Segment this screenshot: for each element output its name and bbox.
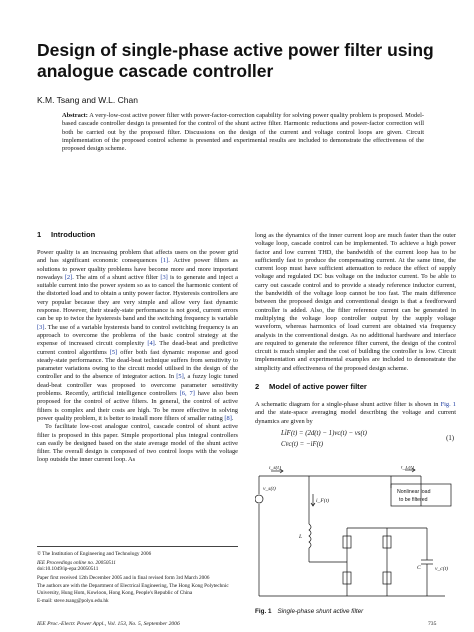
intro-paragraph-1: Power quality is an increasing problem that affects users on the power grid and has significant economic consequences [1]. Active power filters as solutions to power quality problems have become more and more important nowadays [2]. The aim of a shunt active filter [3] is to generate and inject a suitable current into the power system so as to cancel the harmonic content of the distorted load and to obtain a unity power factor. Hysteresis controllers are very popular because they are very simple and allow very fast dynamic response. However, their steady-state performance is not good, current errors can be up to twice the hysteresis band and the switching frequency is variable [3]. The use of a variable hysteresis band to control switching frequency is an approach to overcome the problems of the basic control strategy at the expense of increased circuit complexity [4]. The dead-beat and predictive current control algorithms [5] offer both fast dynamic response and good steady-state performance. The dead-beat technique suffers from sensitivity to parameter variations owing to the circuit model utilised in the design of the controller and to the absence of integrator action. In [5], a fuzzy logic tuned dead-beat controller was proposed to overcome parameter sensitivity problems. Recently, artificial intelligence controllers [6, 7] have also been proposed for the control of active filters. In general, the control of active filters is complex and their costs are high. To be more effective in solving power quality problem, it is better to install more filters of smaller rating [8]. — [37, 249, 239, 422]
citation-link[interactable]: [2] — [64, 273, 73, 281]
figure-caption-text: Single-phase shunt active filter — [277, 608, 364, 615]
citation-link[interactable]: [5] — [109, 348, 118, 356]
citation-link[interactable]: [4] — [147, 340, 155, 348]
equation-number: (1) — [446, 434, 454, 442]
citation-link[interactable]: [3] — [160, 273, 168, 281]
load-label-line-1: Nonlinear load — [397, 489, 431, 495]
right-paragraph-1: long as the dynamics of the inner current loop are much faster than the outer voltage loop, cascade control can be implemented. To achieve a high power factor and low current THD, the bandwidth of the current loop has to be sufficiently fast to produce the compensating current. At the same time, the current loop must have sufficient attenuation to reduce the effect of supply voltage and regulated DC bus voltage on the inductor current. To be able to carry out cascade control and to provide a steady reference inductor current, the bandwidth of the voltage loop cannot be too fast. The main difference between the proposed design and conventional design is that a feedforward controller is added. Also, the filter reference current can be generated in multiplying the voltage loop controller output by the supply voltage waveform, whereas harmonics of load current are obtained via frequency analysis in the conventional design. As no additional hardware and interface are required to generate the reference filter current, the design of the control circuit is much simpler and the cost of building the controller is low. Circuit implementation and experimental examples are included to demonstrate the simplicity and effectiveness of the proposed design scheme. — [255, 232, 456, 372]
circuit-diagram — [255, 466, 456, 611]
page-number: 735 — [428, 621, 437, 627]
footnotes — [37, 546, 238, 607]
left-column — [37, 230, 238, 465]
figure-link[interactable]: Fig. 1 — [440, 401, 456, 409]
footnote-received: Paper first received 12th December 2005 and in final revised form 3rd March 2006 — [37, 574, 210, 581]
section-2-heading: 2 Model of active power filter — [255, 382, 367, 392]
authors: K.M. Tsang and W.L. Chan — [37, 95, 138, 105]
load-label-line-2: to be filtered — [399, 497, 428, 503]
journal-footer: IEE Proc.-Electr. Power Appl., Vol. 153, No. 5, September 2006 — [37, 621, 180, 627]
label-load-current: i_L(t) — [401, 466, 414, 471]
paper-title: Design of single-phase active power filter using analogue cascade controller — [37, 40, 434, 81]
abstract-text: A very-low-cost active power filter with power-factor-correction capability for solving power quality problem is proposed. Model-based cascade controller design is presented for the control of the shunt active filter. Harmonic reductions and power-factor correction will both be carried out by the proposed filter. Discussions on the design of the current and voltage control loops are given. Circuit implementation of the proposed control scheme is presented and experimental results are included to demonstrate the effectiveness of the proposed design scheme. — [62, 112, 424, 153]
section-1-heading: 1 Introduction — [37, 230, 96, 239]
equation-line-2: Cv̇c(t) = −iF(t) — [281, 440, 324, 448]
citation-link[interactable]: [1] — [160, 257, 169, 265]
label-dc-voltage: v_c(t) — [435, 566, 449, 572]
footnote-copyright: © The Institution of Engineering and Technology 2006 — [37, 551, 152, 557]
label-filter-current: i_F(t) — [316, 498, 330, 504]
label-supply-voltage: v_s(t) — [263, 486, 276, 492]
label-supply-current: i_s(t) — [269, 466, 281, 471]
right-paragraph-2: A schematic diagram for a single-phase shunt active filter is shown in Fig. 1 and the state-space averaging model describing the voltage and current dynamics are given by — [255, 401, 456, 425]
intro-paragraph-2: To facilitate low-cost analogue control, cascade control of shunt active filter is proposed in this paper. Simple proportional plus integral controllers can easily be designed based on the state average model of the shunt active filter. The overall design is composed of two control loops with the voltage loop outside the inner current loop. As — [37, 423, 238, 464]
footnote-online: IEE Proceedings online no. 20050511 — [37, 559, 116, 566]
citation-link[interactable]: [3] — [37, 323, 45, 331]
figure-number: Fig. 1 — [255, 608, 272, 615]
label-inductor: L — [299, 534, 303, 540]
label-capacitor: C — [417, 565, 421, 571]
right-column — [255, 232, 456, 456]
citation-link[interactable]: [5] — [176, 373, 184, 381]
figure-1-schematic — [255, 466, 456, 611]
abstract-label: Abstract: — [62, 112, 88, 119]
footnote-affiliation: The authors are with the Department of Electrical Engineering, The Hong Kong Polytechnic University, Hung Hom, Kowloon, Hong Kong, People's Republic of China — [37, 583, 229, 596]
footnote-email: E-mail: steve.tsang@polyu.edu.hk — [37, 598, 109, 604]
equation-line-1: Li̇F(t) = (2d(t) − 1)vc(t) − vs(t) — [281, 429, 367, 437]
equation-1 — [255, 430, 456, 452]
abstract — [62, 112, 424, 153]
figure-1-caption — [255, 608, 363, 615]
citation-link[interactable]: [6, 7] — [179, 390, 195, 398]
footnote-doi: doi:10.1049/ip-epa:20050511 — [37, 566, 99, 572]
citation-link[interactable]: [8] — [224, 414, 232, 422]
